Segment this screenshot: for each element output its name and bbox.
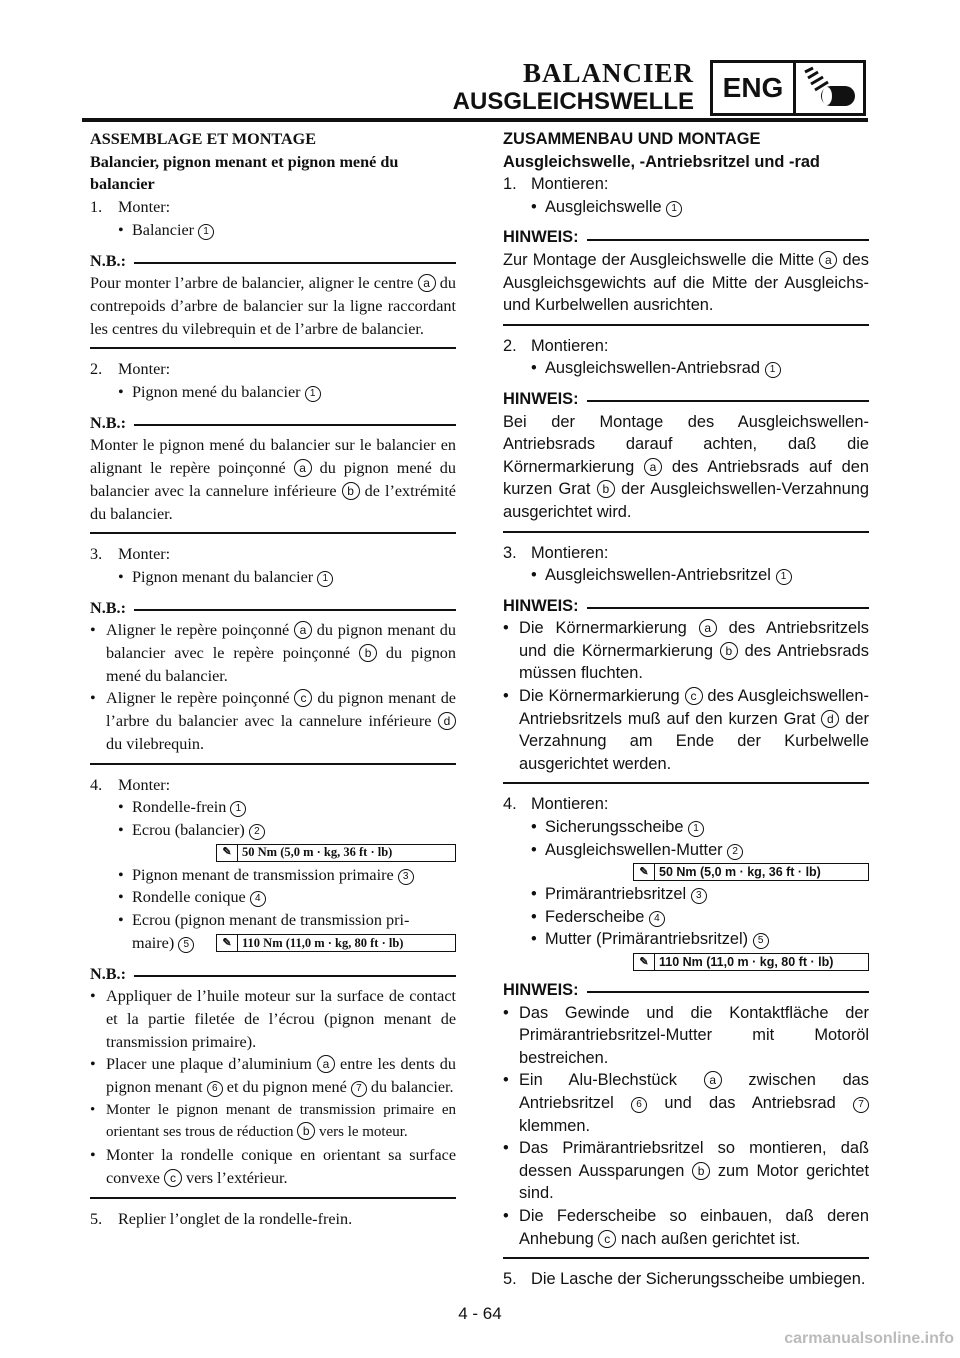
step: 2. Monter: <box>90 360 171 379</box>
list-item: • Ausgleichswellen-Antriebsritzel 1 <box>503 564 869 587</box>
list-item: • Balancier 1 <box>90 219 456 242</box>
watermark: carmanualsonline.info <box>784 1330 954 1347</box>
header-rule <box>82 118 868 122</box>
note-text: Bei der Montage des Ausgleichswellen-Antriebsrads darauf achten, daß die Körnermarkierung a des Antriebsrads auf den kurzen Grat b der Ausgleichswellen-Verzahnung ausgerichtet wird. <box>503 412 870 521</box>
list-item: • Pignon mené du balancier 1 <box>90 381 456 404</box>
list-item: • Mutter (Primärantriebsritzel) 5 <box>503 928 869 951</box>
page-number: 4 - 64 <box>458 1304 502 1323</box>
nb-heading: N.B.: <box>90 412 456 435</box>
note-bullet: • Die Körnermarkierung a des Antriebsritzels und die Körnermarkierung b des Antriebsrads müssen fluchten. <box>503 619 869 683</box>
list-item: • Sicherungsscheibe 1 <box>503 816 869 839</box>
section-badge <box>710 60 866 116</box>
list-item: • Ausgleichswellen-Mutter 2 <box>503 839 869 862</box>
torque-spec: ✎ 110 Nm (11,0 m · kg, 80 ft · lb) <box>503 953 869 971</box>
note-end-rule <box>503 324 869 326</box>
note-bullet: • Das Primärantriebsritzel so montieren, daß dessen Aussparungen b zum Motor gerichtet sind. <box>503 1139 870 1203</box>
engine-spring-icon <box>796 63 863 113</box>
eng-label: ENG <box>713 63 796 113</box>
note-bullet: • Aligner le repère poinçonné a du pignon menant du balancier avec le repère poinçonné b du pignon mené du balancier. <box>90 621 456 685</box>
note-bullet: • Die Körnermarkierung c des Ausgleichswellen-Antriebsritzels muß auf den kurzen Grat d der Verzahnung am Ende der Kurbelwelle ausgerichtet werden. <box>503 687 869 773</box>
note-end-rule <box>503 1257 869 1259</box>
list-item: • Rondelle conique 4 <box>90 886 456 909</box>
note-bullet: • Das Gewinde und die Kontaktfläche der Primärantriebsritzel-Mutter mit Motoröl bestreichen. <box>503 1003 869 1067</box>
note-bullet: • Appliquer de l’huile moteur sur la surface de contact et la partie filetée de l’écrou (pignon menant de transmission primaire). <box>90 987 456 1051</box>
step: 1. Monter: <box>90 198 171 217</box>
section-subtitle: Ausgleichswelle, -Antriebsritzel und -rad <box>503 152 820 171</box>
note-bullet: • Monter la rondelle conique en orientant sa surface convexe c vers l’extérieur. <box>90 1146 456 1187</box>
list-item: • Pignon menant du balancier 1 <box>90 566 456 589</box>
section-subtitle: Balancier, pignon menant et pignon mené du balancier <box>90 152 399 194</box>
list-item: • Federscheibe 4 <box>503 906 869 929</box>
nb-heading: HINWEIS: <box>503 595 869 618</box>
nb-heading: N.B.: <box>90 597 456 620</box>
step: 5. Die Lasche der Sicherungsscheibe umbiegen. <box>503 1270 866 1289</box>
list-item: • Pignon menant de transmission primaire 3 <box>90 864 456 887</box>
note-bullet: • Ein Alu-Blechstück a zwischen das Antriebsritzel 6 und das Antriebsrad 7 klemmen. <box>503 1071 869 1135</box>
nb-heading: HINWEIS: <box>503 979 869 1002</box>
list-item: • Ecrou (balancier) 2 <box>90 819 456 842</box>
torque-spec: ✎ 110 Nm (11,0 m · kg, 80 ft · lb) <box>216 934 456 952</box>
step: 2. Montieren: <box>503 336 609 355</box>
list-item: • Ausgleichswelle 1 <box>503 196 869 219</box>
torque-spec: ✎ 50 Nm (5,0 m · kg, 36 ft · lb) <box>503 863 869 881</box>
note-bullet: • Die Federscheibe so einbauen, daß deren Anhebung c nach außen gerichtet ist. <box>503 1206 869 1248</box>
right-column <box>503 128 869 1291</box>
section-title: ZUSAMMENBAU UND MONTAGE <box>503 130 761 148</box>
note-end-rule <box>90 347 456 349</box>
note-end-rule <box>90 1197 456 1199</box>
note-text: Zur Montage der Ausgleichswelle die Mitte a des Ausgleichsgewichts auf die Mitte der Ausgleichs- und Kurbelwellen ausrichten. <box>503 250 869 315</box>
step: 3. Monter: <box>90 545 171 564</box>
nb-heading: N.B.: <box>90 963 456 986</box>
note-end-rule <box>503 782 869 784</box>
nb-heading: N.B.: <box>90 250 456 273</box>
step: 5. Replier l’onglet de la rondelle-frein. <box>90 1209 353 1228</box>
note-bullet: • Monter le pignon menant de transmission primaire en orientant ses trous de réduction b vers le moteur. <box>90 1101 456 1141</box>
step: 3. Montieren: <box>503 543 609 562</box>
left-column <box>90 128 456 1230</box>
nb-heading: HINWEIS: <box>503 388 869 411</box>
note-text: Monter le pignon mené du balancier sur le balancier en alignant le repère poinçonné a du pignon mené du balancier avec la cannelure inférieure b de l’extrémité du balancier. <box>90 436 456 523</box>
list-item: • Ausgleichswellen-Antriebsrad 1 <box>503 357 869 380</box>
section-title: ASSEMBLAGE ET MONTAGE <box>90 130 317 148</box>
list-item: • Primärantriebsritzel 3 <box>503 883 869 906</box>
step: 4. Monter: <box>90 775 171 794</box>
step: 1. Montieren: <box>503 175 609 194</box>
list-item: • Ecrou (pignon menant de transmission pri- <box>118 911 410 930</box>
list-item: • Rondelle-frein 1 <box>90 796 456 819</box>
note-end-rule <box>503 531 869 533</box>
note-end-rule <box>90 532 456 534</box>
header-title-de: AUSGLEICHSWELLE <box>452 88 694 115</box>
note-bullet: • Placer une plaque d’aluminium a entre les dents du pignon menant 6 et du pignon mené 7 du balancier. <box>90 1055 456 1097</box>
note-bullet: • Aligner le repère poinçonné c du pignon menant de l’arbre du balancier avec la cannelure inférieure d du vilebrequin. <box>90 689 456 753</box>
header-title-fr: BALANCIER <box>522 58 694 88</box>
torque-wrench-icon: ✎ <box>634 954 655 970</box>
note-text: Pour monter l’arbre de balancier, aligner le centre a du contrepoids d’arbre de balancier sur la ligne raccordant les centres du vilebrequin et de l’arbre de balancier. <box>90 274 456 338</box>
torque-spec: ✎ 50 Nm (5,0 m · kg, 36 ft · lb) <box>90 844 456 862</box>
nb-heading: HINWEIS: <box>503 226 869 249</box>
note-end-rule <box>90 763 456 765</box>
torque-wrench-icon: ✎ <box>217 845 238 861</box>
torque-wrench-icon: ✎ <box>634 864 655 880</box>
step: 4. Montieren: <box>503 795 609 814</box>
torque-wrench-icon: ✎ <box>217 935 238 951</box>
list-item: maire) 5 ✎ 110 Nm (11,0 m · kg, 80 ft · lb) <box>90 932 456 955</box>
